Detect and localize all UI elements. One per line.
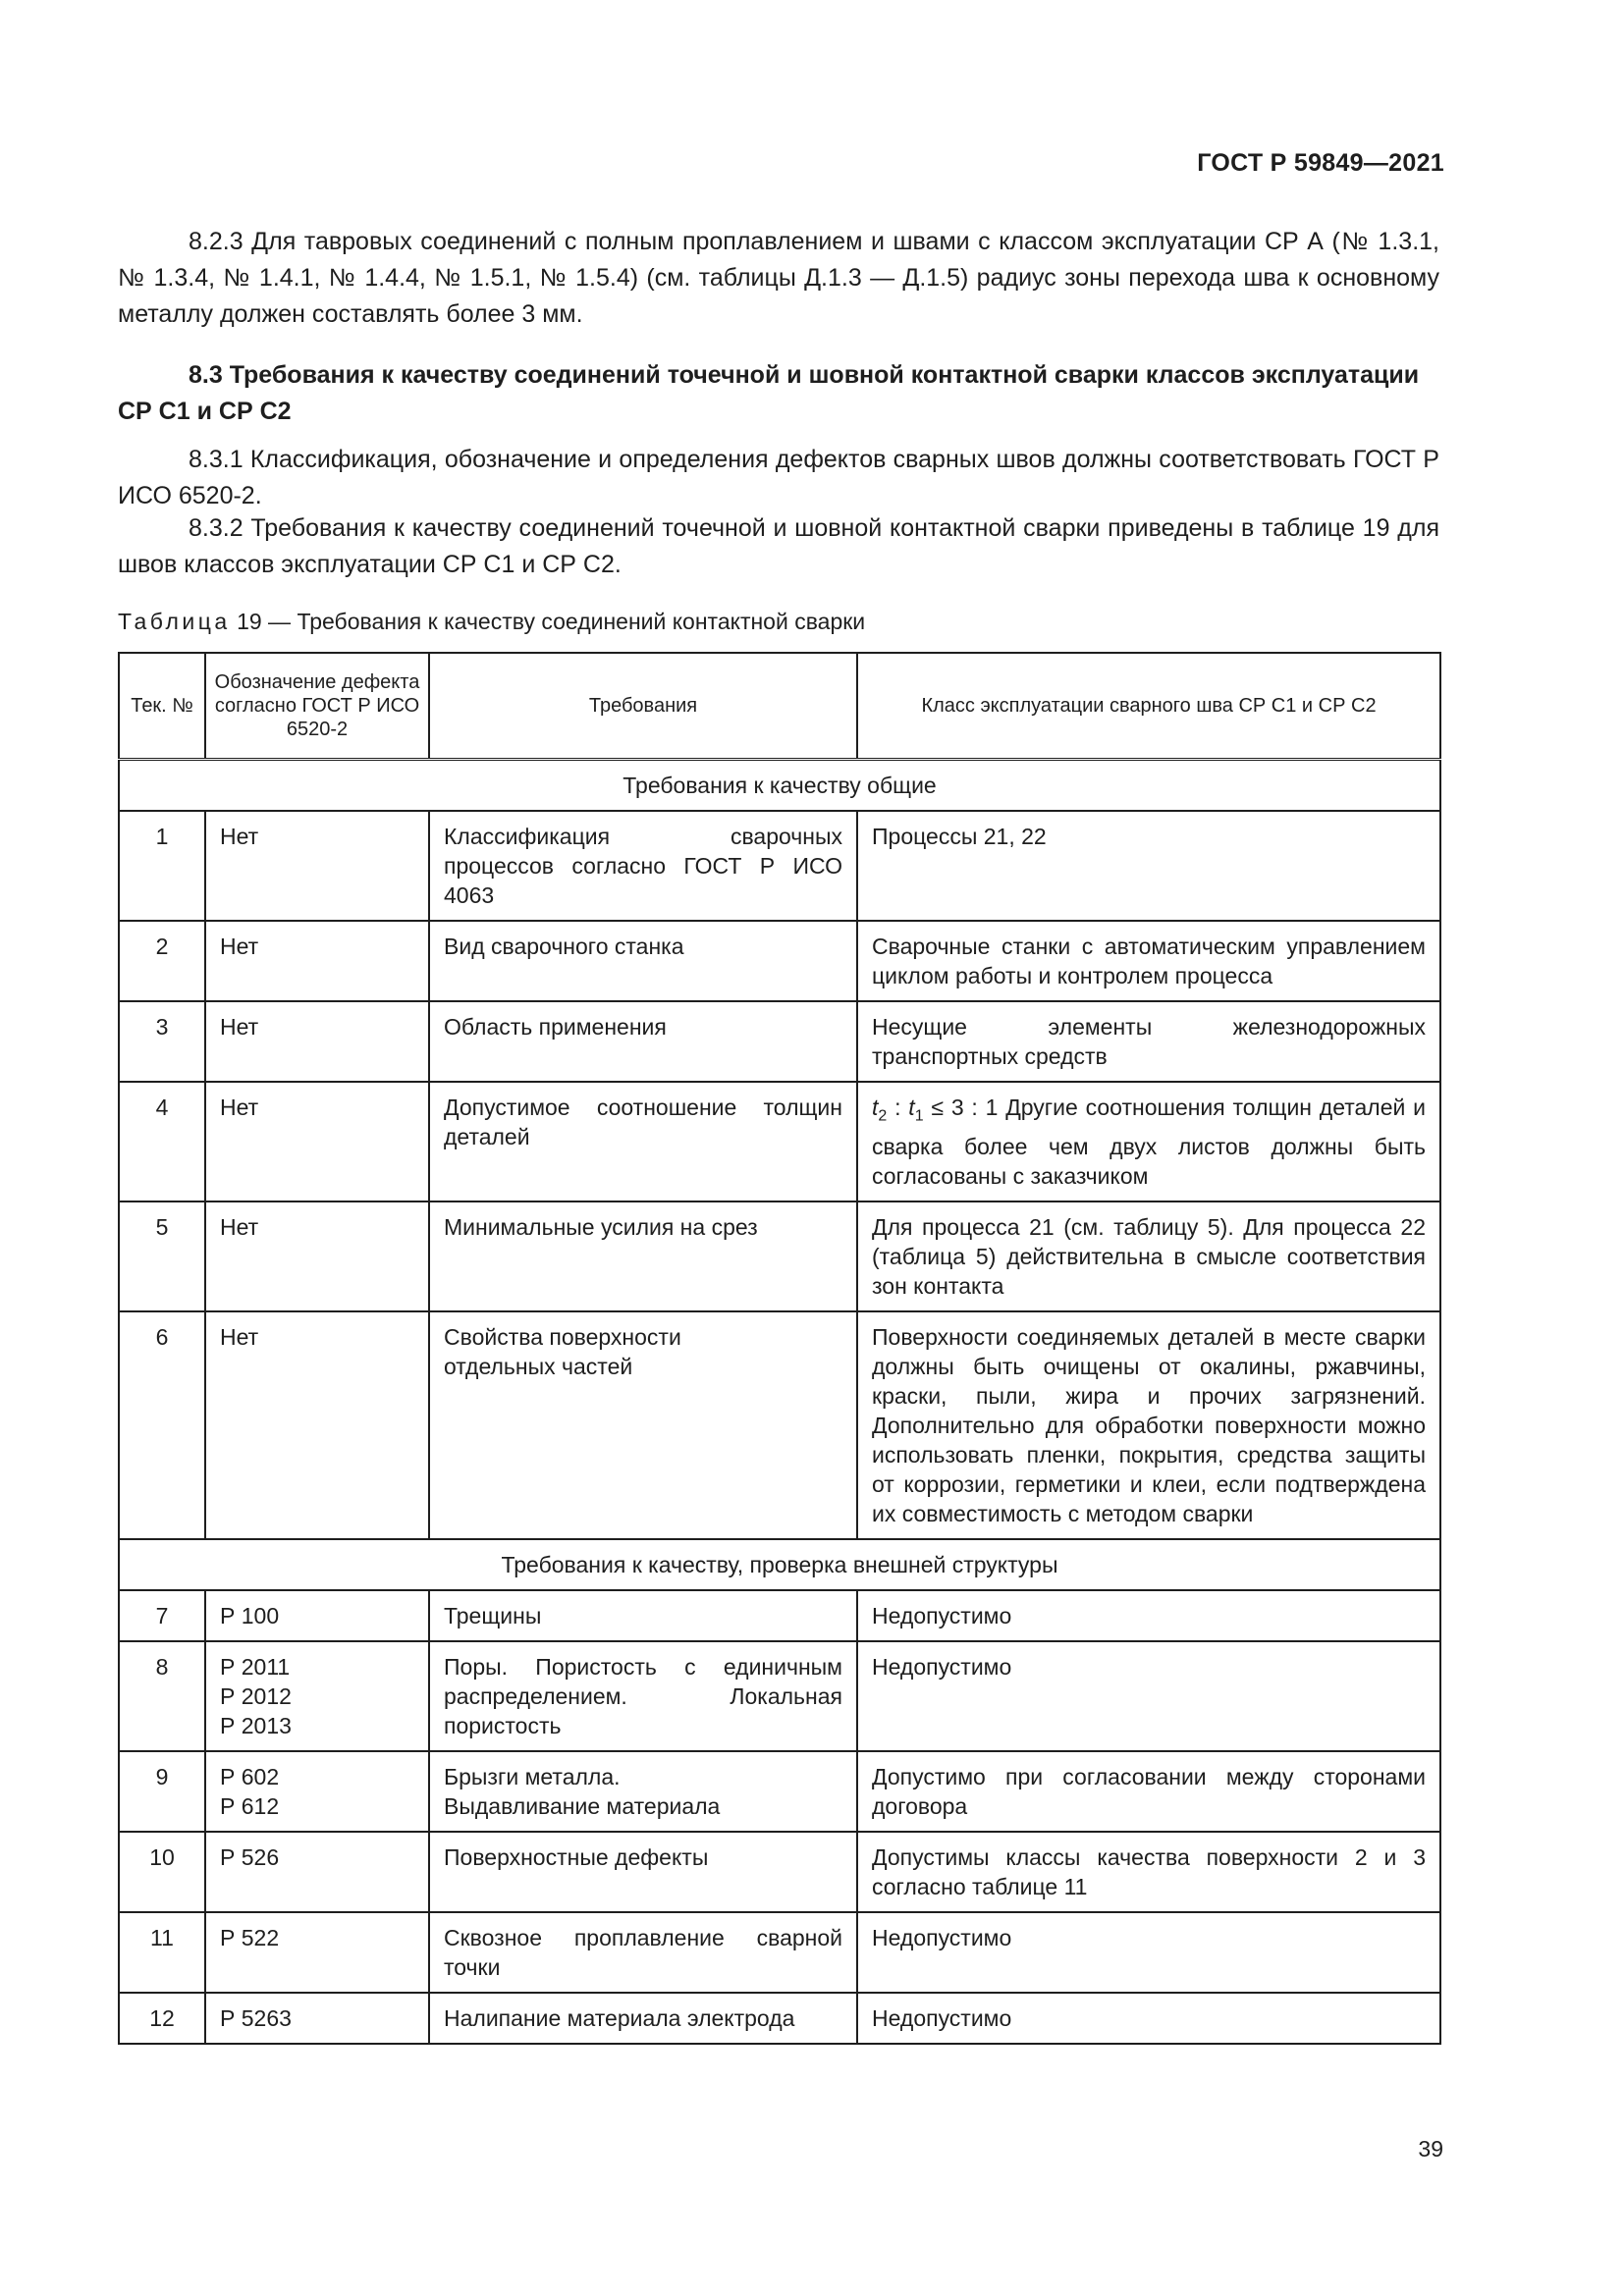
- table-row: [119, 1832, 1440, 1912]
- formula-t1-sub: 1: [914, 1107, 924, 1125]
- class-requirement-text: Другие соотношения толщин деталей и сварка более чем двух листов должны быть согласованы с заказчиком: [872, 1095, 1427, 1189]
- class-requirement: Допустимы классы качества поверхности 2 и 3 согласно таблице 11: [857, 1832, 1440, 1912]
- class-requirement: Недопустимо: [857, 1993, 1440, 2044]
- class-requirement: Недопустимо: [857, 1912, 1440, 1993]
- paragraph-8-2-3: [118, 224, 1439, 333]
- defect-code: [205, 1912, 429, 1993]
- class-requirement: Поверхности соединяемых деталей в месте сварки должны быть очищены от окалины, ржавчины, краски, пыли, жира и прочих загрязнений. Дополнительно для обработки поверхности можно использовать пленки, покрытия, средства защиты от коррозии, герметики и клеи, если подтверждена их совместимость с методом сварки: [857, 1311, 1440, 1539]
- defect-code-line: Нет: [220, 1213, 259, 1240]
- defect-code-line: Р 2012: [220, 1682, 292, 1709]
- row-number: 4: [119, 1082, 205, 1201]
- header-code: Обозначение дефекта согласно ГОСТ Р ИСО 6520-2: [205, 653, 429, 760]
- defect-code-line: Р 522: [220, 1924, 280, 1950]
- requirement: Вид сварочного станка: [429, 921, 857, 1001]
- defect-code: [205, 1993, 429, 2044]
- quality-requirements-table: [118, 652, 1441, 2045]
- caption-label: Таблица: [118, 609, 231, 634]
- table-row: [119, 1641, 1440, 1751]
- defect-code-line: Р 5263: [220, 2004, 292, 2031]
- requirement-line: Брызги металла.: [444, 1763, 621, 1789]
- table-row: [119, 1201, 1440, 1311]
- row-number: 3: [119, 1001, 205, 1082]
- requirement: Налипание материала электрода: [429, 1993, 857, 2044]
- row-number: 11: [119, 1912, 205, 1993]
- table-section-row: [119, 760, 1440, 812]
- row-number: 1: [119, 811, 205, 921]
- requirement: [429, 1311, 857, 1539]
- defect-code: [205, 1590, 429, 1641]
- row-number: 7: [119, 1590, 205, 1641]
- defect-code-line: Р 602: [220, 1763, 280, 1789]
- requirement: [429, 1751, 857, 1832]
- requirement: Поверхностные дефекты: [429, 1832, 857, 1912]
- class-requirement: Сварочные станки с автоматическим управлением циклом работы и контролем процесса: [857, 921, 1440, 1001]
- row-number: 8: [119, 1641, 205, 1751]
- header-class: Класс эксплуатации сварного шва СР С1 и СР С2: [857, 653, 1440, 760]
- defect-code: [205, 1001, 429, 1082]
- class-requirement: Допустимо при согласовании между сторонами договора: [857, 1751, 1440, 1832]
- class-requirement: Недопустимо: [857, 1641, 1440, 1751]
- section-title: Требования к качеству, проверка внешней структуры: [119, 1539, 1440, 1590]
- paragraph-text: 8.3.1 Классификация, обозначение и определения дефектов сварных швов должны соответствовать ГОСТ Р ИСО 6520-2.: [118, 446, 1439, 509]
- defect-code-line: Р 2011: [220, 1653, 291, 1680]
- table-header-row: [119, 653, 1440, 760]
- requirement-line: Выдавливание материала: [444, 1792, 721, 1819]
- defect-code: [205, 1082, 429, 1201]
- defect-code: [205, 1311, 429, 1539]
- requirement: Область применения: [429, 1001, 857, 1082]
- requirement-line: Свойства поверхности: [444, 1323, 681, 1350]
- defect-code-line: Р 100: [220, 1602, 280, 1629]
- formula-relation: ≤ 3 : 1: [923, 1095, 1006, 1120]
- class-requirement: Процессы 21, 22: [857, 811, 1440, 921]
- table-row: [119, 1311, 1440, 1539]
- header-requirements: Требования: [429, 653, 857, 760]
- document-header: ГОСТ Р 59849—2021: [1197, 149, 1444, 177]
- requirement: Поры. Пористость с единичным распределением. Локальная пористость: [429, 1641, 857, 1751]
- defect-code: [205, 1832, 429, 1912]
- requirement-line: отдельных частей: [444, 1353, 633, 1379]
- defect-code: [205, 811, 429, 921]
- formula-t2: t: [872, 1095, 879, 1120]
- defect-code-line: Нет: [220, 1323, 259, 1350]
- formula-t2-sub: 2: [878, 1107, 888, 1125]
- page-number: 39: [1418, 2136, 1443, 2162]
- defect-code-line: Нет: [220, 1095, 259, 1120]
- defect-code-line: Нет: [220, 1014, 259, 1040]
- requirement: Сквозное проплавление сварной точки: [429, 1912, 857, 1993]
- section-heading-8-3: [118, 357, 1439, 430]
- defect-code: [205, 1641, 429, 1751]
- requirement: Допустимое соотношение толщин деталей: [429, 1082, 857, 1201]
- defect-code-line: Р 612: [220, 1792, 280, 1819]
- row-number: 6: [119, 1311, 205, 1539]
- section-title: Требования к качеству общие: [119, 760, 1440, 812]
- class-requirement: Для процесса 21 (см. таблицу 5). Для процесса 22 (таблица 5) действительна в смысле соответствия зон контакта: [857, 1201, 1440, 1311]
- row-number: 2: [119, 921, 205, 1001]
- requirement: Минимальные усилия на срез: [429, 1201, 857, 1311]
- table-row: [119, 1082, 1440, 1201]
- caption-text: 19 — Требования к качеству соединений контактной сварки: [237, 609, 866, 634]
- table-row: [119, 811, 1440, 921]
- requirement: Классификация сварочных процессов согласно ГОСТ Р ИСО 4063: [429, 811, 857, 921]
- paragraph-text: 8.3.2 Требования к качеству соединений точечной и шовной контактной сварки приведены в таблице 19 для швов классов эксплуатации СР С1 и СР С2.: [118, 514, 1439, 578]
- defect-code: [205, 921, 429, 1001]
- class-requirement: [857, 1082, 1440, 1201]
- table-row: [119, 1001, 1440, 1082]
- formula-sep: :: [887, 1095, 909, 1120]
- heading-text: 8.3 Требования к качеству соединений точечной и шовной контактной сварки классов эксплуатации СР С1 и СР С2: [118, 361, 1420, 425]
- formula-t1: t: [908, 1095, 915, 1120]
- defect-code-line: Нет: [220, 824, 259, 849]
- requirement: Трещины: [429, 1590, 857, 1641]
- table-body: [119, 760, 1440, 2044]
- class-requirement: Недопустимо: [857, 1590, 1440, 1641]
- paragraph-8-3-2: [118, 510, 1439, 583]
- table-row: [119, 921, 1440, 1001]
- header-num: Тек. №: [119, 653, 205, 760]
- table-caption: [118, 609, 865, 635]
- row-number: 12: [119, 1993, 205, 2044]
- table-row: [119, 1590, 1440, 1641]
- row-number: 10: [119, 1832, 205, 1912]
- defect-code-line: Р 2013: [220, 1712, 292, 1738]
- paragraph-8-3-1: [118, 442, 1439, 514]
- defect-code-line: Р 526: [220, 1843, 280, 1870]
- defect-code-line: Нет: [220, 934, 259, 959]
- paragraph-text: 8.2.3 Для тавровых соединений с полным проплавлением и швами с классом эксплуатации СР А (№ 1.3.1, № 1.3.4, № 1.4.1, № 1.4.4, № 1.5.1, № 1.5.4) (см. таблицы Д.1.3 — Д.1.5) радиус зоны перехода шва к основному металлу должен составлять более 3 мм.: [118, 228, 1439, 328]
- defect-code: [205, 1751, 429, 1832]
- row-number: 9: [119, 1751, 205, 1832]
- class-requirement: Несущие элементы железнодорожных транспортных средств: [857, 1001, 1440, 1082]
- table-row: [119, 1912, 1440, 1993]
- table-row: [119, 1751, 1440, 1832]
- table-row: [119, 1993, 1440, 2044]
- table-section-row: [119, 1539, 1440, 1590]
- defect-code: [205, 1201, 429, 1311]
- row-number: 5: [119, 1201, 205, 1311]
